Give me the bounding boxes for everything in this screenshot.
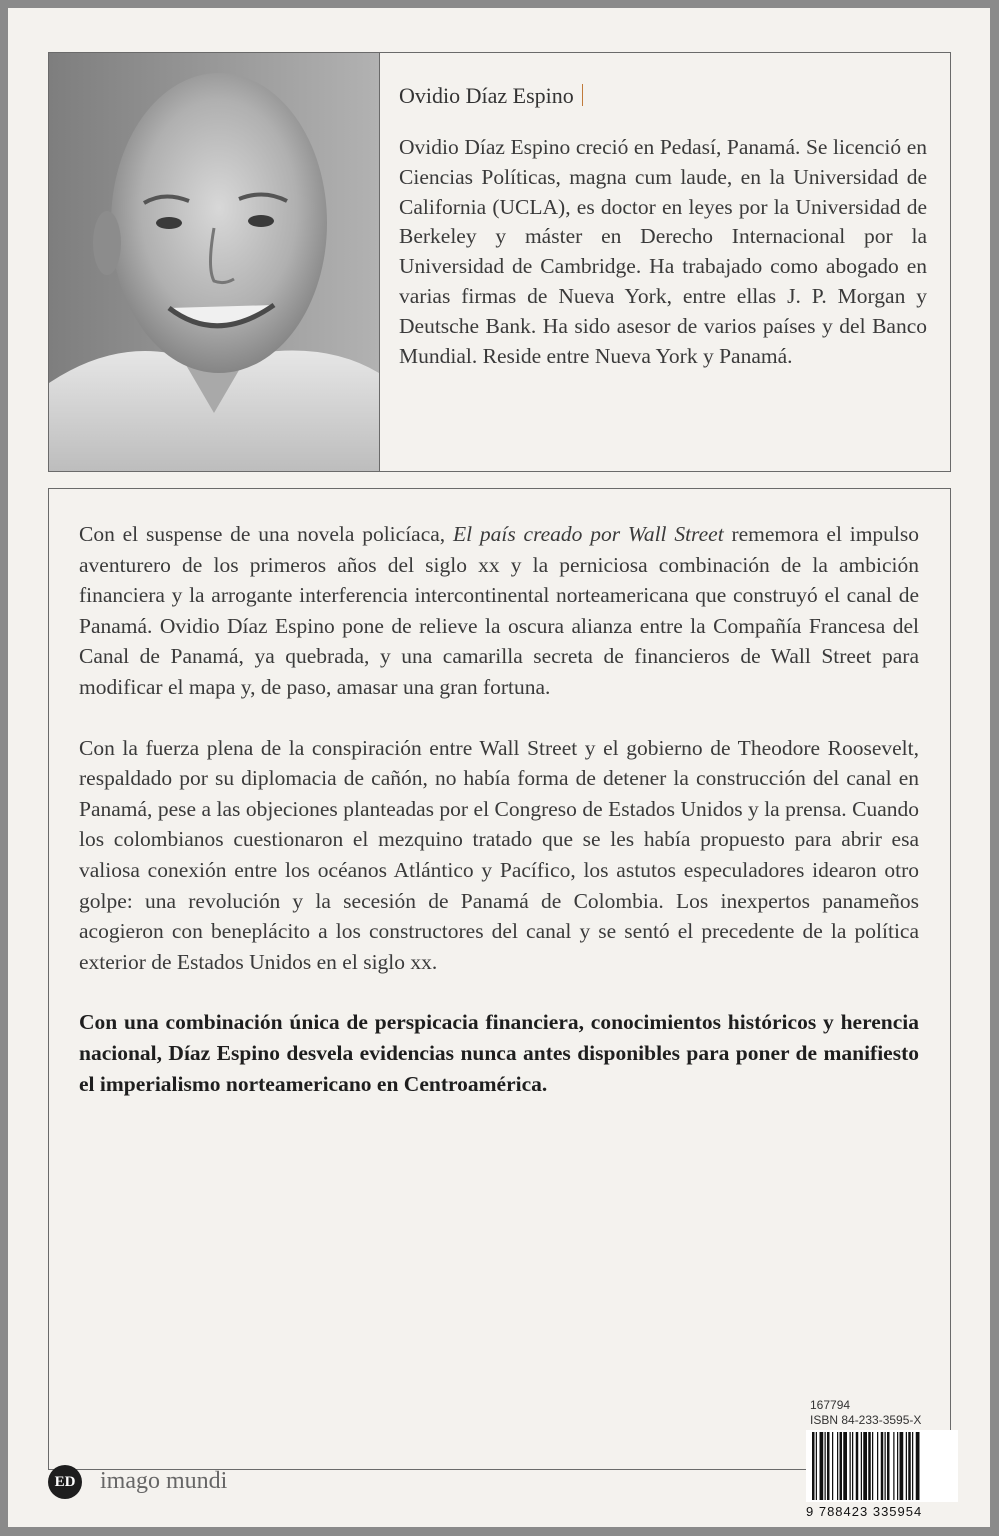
barcode-bar	[812, 1432, 815, 1500]
barcode	[806, 1430, 958, 1502]
description-box	[48, 488, 951, 1470]
product-code: 167794	[810, 1398, 851, 1412]
barcode-bar	[852, 1432, 853, 1500]
description-paragraph-2: Con la fuerza plena de la conspiración entre Wall Street y el gobierno de Theodore Roosevelt, respaldado por su diplomacia de cañón, no había forma de detener la construcción del canal en Panamá, pese a las objeciones planteadas por el Congreso de Estados Unidos y la prensa. Cuando los colombianos cuestionaron el mezquino tratado que se les había propuesto para abrir esa valiosa conexión entre los océanos Atlántico y Pacífico, los astutos especuladores idearon otro golpe: una revolución y la secesión de Panamá de Colombia. Los inexpertos panameños acogieron con beneplácito a los constructores del canal y se sentó el precedente de la política exterior de Estados Unidos en el siglo xx.	[79, 735, 919, 974]
barcode-bar	[840, 1432, 843, 1500]
barcode-bar	[916, 1432, 920, 1500]
barcode-bar	[861, 1432, 862, 1500]
barcode-bar	[825, 1432, 826, 1500]
p1-lead-text: Con el suspense de una novela policíaca,	[79, 522, 453, 546]
barcode-bar	[877, 1432, 878, 1500]
barcode-bar	[868, 1432, 871, 1500]
barcode-bar	[906, 1432, 907, 1500]
barcode-bar	[885, 1432, 886, 1500]
barcode-bar	[912, 1432, 913, 1500]
author-name-text: Ovidio Díaz Espino	[399, 83, 574, 108]
p1-rest-text: rememora el impulso aventurero de los primeros años del siglo xx y la perniciosa combinación de la ambición financiera y la arrogante interferencia intercontinental norteamericana que construyó el canal de Panamá. Ovidio Díaz Espino pone de relieve la oscura alianza entre la Compañía Francesa del Canal de Panamá, ya quebrada, y una camarilla secreta de financieros de Wall Street para modificar el mapa y, de paso, amasar una gran fortuna.	[79, 522, 920, 699]
imprint-name: imago mundi	[100, 1468, 228, 1494]
barcode-digits: 9 788423 335954	[806, 1504, 923, 1519]
author-photo	[49, 53, 380, 471]
barcode-bar	[887, 1432, 890, 1500]
book-title: El país creado por Wall Street	[452, 522, 724, 546]
barcode-bar	[827, 1432, 830, 1500]
barcode-bar	[900, 1432, 904, 1500]
publisher-logo: ED	[48, 1465, 82, 1499]
barcode-bar	[881, 1432, 884, 1500]
barcode-bar	[850, 1432, 851, 1500]
barcode-bar	[908, 1432, 911, 1500]
barcode-bar	[832, 1432, 833, 1500]
description-text	[79, 519, 919, 1099]
barcode-bar	[863, 1432, 867, 1500]
description-paragraph-3: Con una combinación única de perspicacia financiera, conocimientos históricos y herencia nacional, Díaz Espino desvela evidencias nunca antes disponibles para poner de manifiesto el imperialismo norteamericano en Centroamérica.	[79, 1010, 919, 1096]
name-divider	[582, 84, 583, 106]
barcode-bar	[856, 1432, 859, 1500]
barcode-bar	[893, 1432, 894, 1500]
author-name	[399, 83, 583, 109]
book-back-cover	[8, 8, 990, 1527]
barcode-bar	[897, 1432, 898, 1500]
barcode-bar	[820, 1432, 824, 1500]
barcode-bar	[843, 1432, 847, 1500]
barcode-bar	[837, 1432, 838, 1500]
author-box	[48, 52, 951, 472]
isbn: ISBN 84-233-3595-X	[810, 1413, 922, 1427]
barcode-bar	[872, 1432, 873, 1500]
description-paragraph-1	[79, 519, 919, 703]
author-bio: Ovidio Díaz Espino creció en Pedasí, Panamá. Se licenció en Ciencias Políticas, magna cum laude, en la Universidad de California (UCLA), es doctor en leyes por la Universidad de Berkeley y máster en Derecho Internacional por la Universidad de Cambridge. Ha trabajado como abogado en varias firmas de Nueva York, entre ellas J. P. Morgan y Deutsche Bank. Ha sido asesor de varios países y del Banco Mundial. Reside entre Nueva York y Panamá.	[399, 135, 927, 368]
barcode-bar	[816, 1432, 817, 1500]
